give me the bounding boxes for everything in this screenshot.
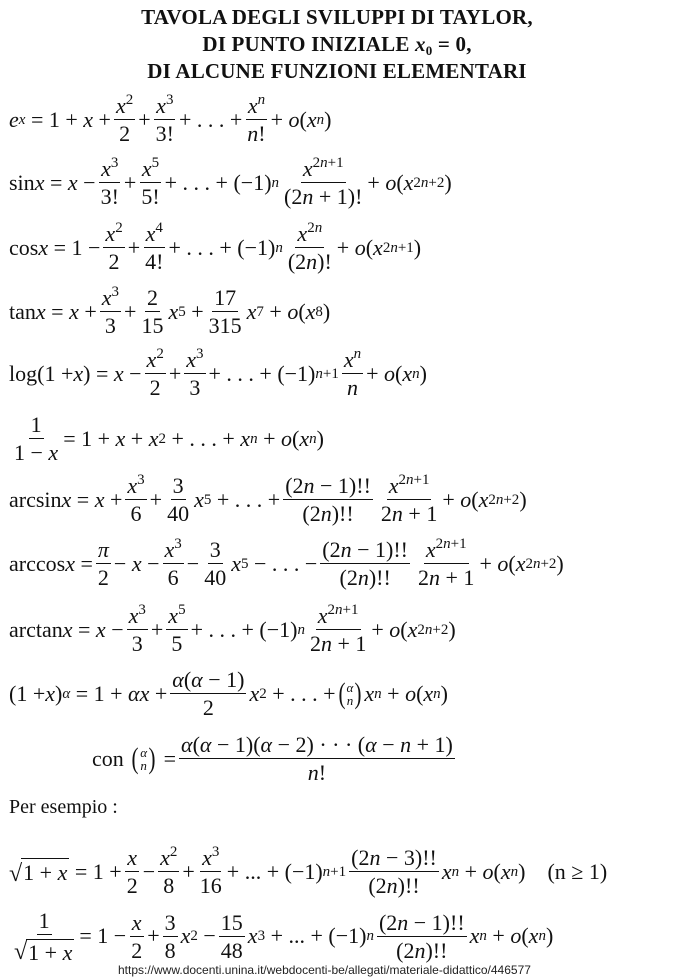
- formula-tan: tan x = x + $\frac{x^3}{3}$ + $\frac{2}{15}$ x 5 + $\frac{17}{315}$ x 7 + o ( x 8 ): [9, 284, 331, 339]
- formula-arccos: arccos x = $\frac{\pi}{2}$ − x − $\frac{x^3}{6}$ − $\frac{3}{40}$ x 5 − . . . − $\frac{(2n - 1)!!}{(2n)!!}$ $\frac{x^{2n+1}}{2n + 1}$ + o ( x 2n+2 ): [9, 536, 564, 591]
- formula-arcsin: arcsin x = x + $\frac{x^3}{6}$ + $\frac{3}{40}$ x 5 + . . . + $\frac{(2n - 1)!!}{(2n)!!}$ $\frac{x^{2n+1}}{2n + 1}$ + o ( x 2n+2 ): [9, 472, 527, 527]
- formula-log: log(1 + x ) = x − $\frac{x^2}{2}$ + $\frac{x^3}{3}$ + . . . + (−1) n+1 $\frac{x^n}{n}$ + o ( x n ): [9, 346, 427, 401]
- formula-sin: sin x = x − $\frac{x^3}{3!}$ + $\frac{x^5}{5!}$ + . . . + (−1) n $\frac{x^{2n+1}}{(2n + 1)!}$ + o ( x 2n+2 ): [9, 155, 452, 210]
- title-line-3: DI ALCUNE FUNZIONI ELEMENTARI: [147, 59, 527, 83]
- con-label: con: [92, 745, 124, 771]
- title-line-2: DI PUNTO INIZIALE $x_0 = 0$,: [202, 32, 472, 58]
- formula-arctan: arctan x = x − $\frac{x^3}{3}$ + $\frac{x^5}{5}$ + . . . + (−1) n $\frac{x^{2n+1}}{2n + 1}$ + o ( x 2n+2 ): [9, 602, 456, 657]
- title-line-1: TAVOLA DEGLI SVILUPPI DI TAYLOR,: [141, 5, 533, 29]
- binomial-coefficient: ( α n ): [338, 676, 362, 710]
- per-esempio-label: Per esempio :: [9, 796, 118, 818]
- formula-inverse-sqrt: 1 √ 1 + x = 1 − $\frac{x}{2}$ + $\frac{3}{8}$ x 2 − $\frac{15}{48}$ x 3 + ... + (−1) n $\frac{(2n - 1)!!}{(2n)!!}$ x n + o ( x n ): [14, 908, 554, 965]
- formula-binomial-coefficient: con ( α n ) = $\frac{\alpha(\alpha - 1)(\alpha - 2) \cdot \cdot \cdot (\alpha - n + 1)}{n!}$: [92, 732, 453, 786]
- formula-binomial: (1 + x ) α = 1 + αx + $\frac{\alpha(\alpha - 1)}{2}$ x 2 + . . . + ( α n ) x n + o ( x n ): [9, 667, 448, 721]
- n-condition: (n ≥ 1): [547, 858, 608, 884]
- document-title: [0, 4, 674, 85]
- formula-sqrt: √ 1 + x = 1 + $\frac{x}{2}$ − $\frac{x^2}{8}$ + $\frac{x^3}{16}$ + ... + (−1) n+1 $\frac{(2n - 3)!!}{(2n)!!}$ x n + o ( x n ) (n ≥ 1): [9, 844, 608, 899]
- source-url: https://www.docenti.unina.it/webdocenti-be/allegati/materiale-didattico/446577: [118, 963, 531, 977]
- formula-geometric: $\frac{1}{1 - x}$ = 1 + x + x 2 + . . . + x n + o ( x n ): [14, 412, 324, 466]
- formula-exp: e x = 1 + x + $\frac{x^2}{2}$ + $\frac{x^3}{3!}$ + . . . + $\frac{x^n}{n!}$ + o ( x n ): [9, 92, 332, 147]
- formula-cos: cos x = 1 − $\frac{x^2}{2}$ + $\frac{x^4}{4!}$ + . . . + (−1) n $\frac{x^{2n}}{(2n)!}$ + o ( x 2n+1 ): [9, 220, 422, 275]
